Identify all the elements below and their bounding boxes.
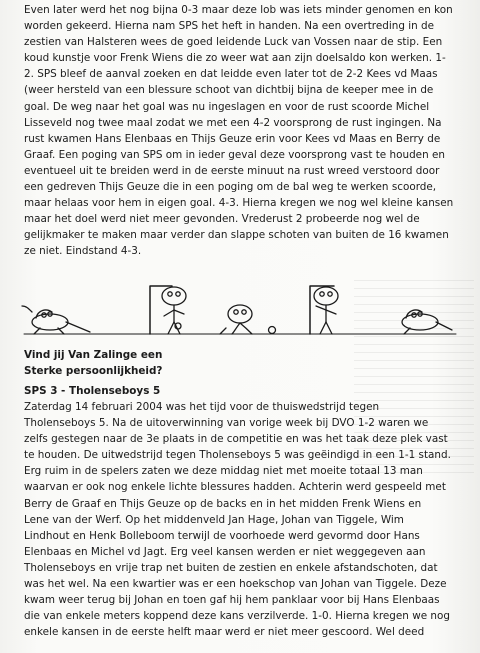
cartoon-figure-goalkeeper [314, 287, 338, 334]
cartoon-figure-crouching [220, 305, 276, 334]
cartoon-figure-lying-right [402, 310, 452, 334]
cartoon-figure-standing [162, 287, 186, 334]
match-heading: SPS 3 - Tholenseboys 5 [24, 385, 161, 397]
article-paragraph: Even later werd het nog bijna 0-3 maar deze lob was iets minder genomen en kon worden gekeerd. Hierna nam SPS het heft in handen. Na een overtreding in de zestien van Halsteren wees de goed leidende Luck van Vossen naar de stip. Een koud kunstje voor Frenk Wiens die zo weer wat aan zijn doelsaldo kon werken. 1- 2. SPS bleef de aanval zoeken en dat leidde even later tot de 2-2 Kees vd Maas (weer hersteld van een blessure schoot van dichtbij bijna de keeper mee in de goal. De weg naar het goal was nu ingeslagen en voor de rust scoorde Michel Lisseveld nog twee maal zodat we met een 4-2 voorsprong de rust ingingen. Na rust kwamen Hans Elenbaas en Thijs Geuze erin voor Kees vd Maas en Berry de Graaf. Een poging van SPS om in ieder geval deze voorsprong vast te houden en eventueel uit te breiden werd in de eerste minuut na rust wreed verstoord door een gedreven Thijs Geuze die in een poging om de bal weg te werken scoorde, maar helaas voor hem in eigen goal. 4-3. Hierna kregen we nog wel kleine kansen maar het doel werd niet meer gevonden. Vrederust 2 probeerde nog wel de gelijkmaker te maken maar verder dan slappe schoten van buiten de 16 kwamen ze niet. Eindstand 4-3. [24, 4, 454, 258]
cartoon-illustration [0, 262, 480, 348]
question-text: Vind jij Van Zalinge een Sterke persoonlijkheid? [24, 349, 163, 377]
cartoon-figure-lying [22, 306, 90, 334]
article-paragraph: Zaterdag 14 februari 2004 was het tijd voor de thuiswedstrijd tegen Tholenseboys 5. Na de uitoverwinning van vorige week bij DVO 1-2 waren we zelfs gestegen naar de 3e plaats in de competitie en was het taak deze plek vast te houden. De uitwedstrijd tegen Tholenseboys 5 was geëindigd in een 1-1 stand. Erg ruim in de spelers zaten we deze middag niet met moeite totaal 13 man waarvan er ook nog enkele lichte blessures hadden. Achterin werd gespeeld met Berry de Graaf en Thijs Geuze op de backs en in het midden Frenk Wiens en Lene van der Werf. Op het middenveld Jan Hage, Johan van Tiggele, Wim Lindhout en Henk Bolleboom terwijl de voorhoede werd gevormd door Hans Elenbaas en Michel vd Jagt. Erg veel kansen werden er niet weggegeven aan Tholenseboys en vrije trap net buiten de zestien en enkele afstandschoten, dat was het wel. Na een kwartier was er een hoekschop van Johan van Tiggele. Deze kwam weer terug bij Johan en toen gaf hij hem panklaar voor bij Hans Elenbaas die van enkele meters koppend deze kans verzilverde. 1-0. Hierna kregen we nog enkele kansen in de eerste helft maar werd er niet meer gescoord. Wel deed [24, 401, 451, 639]
